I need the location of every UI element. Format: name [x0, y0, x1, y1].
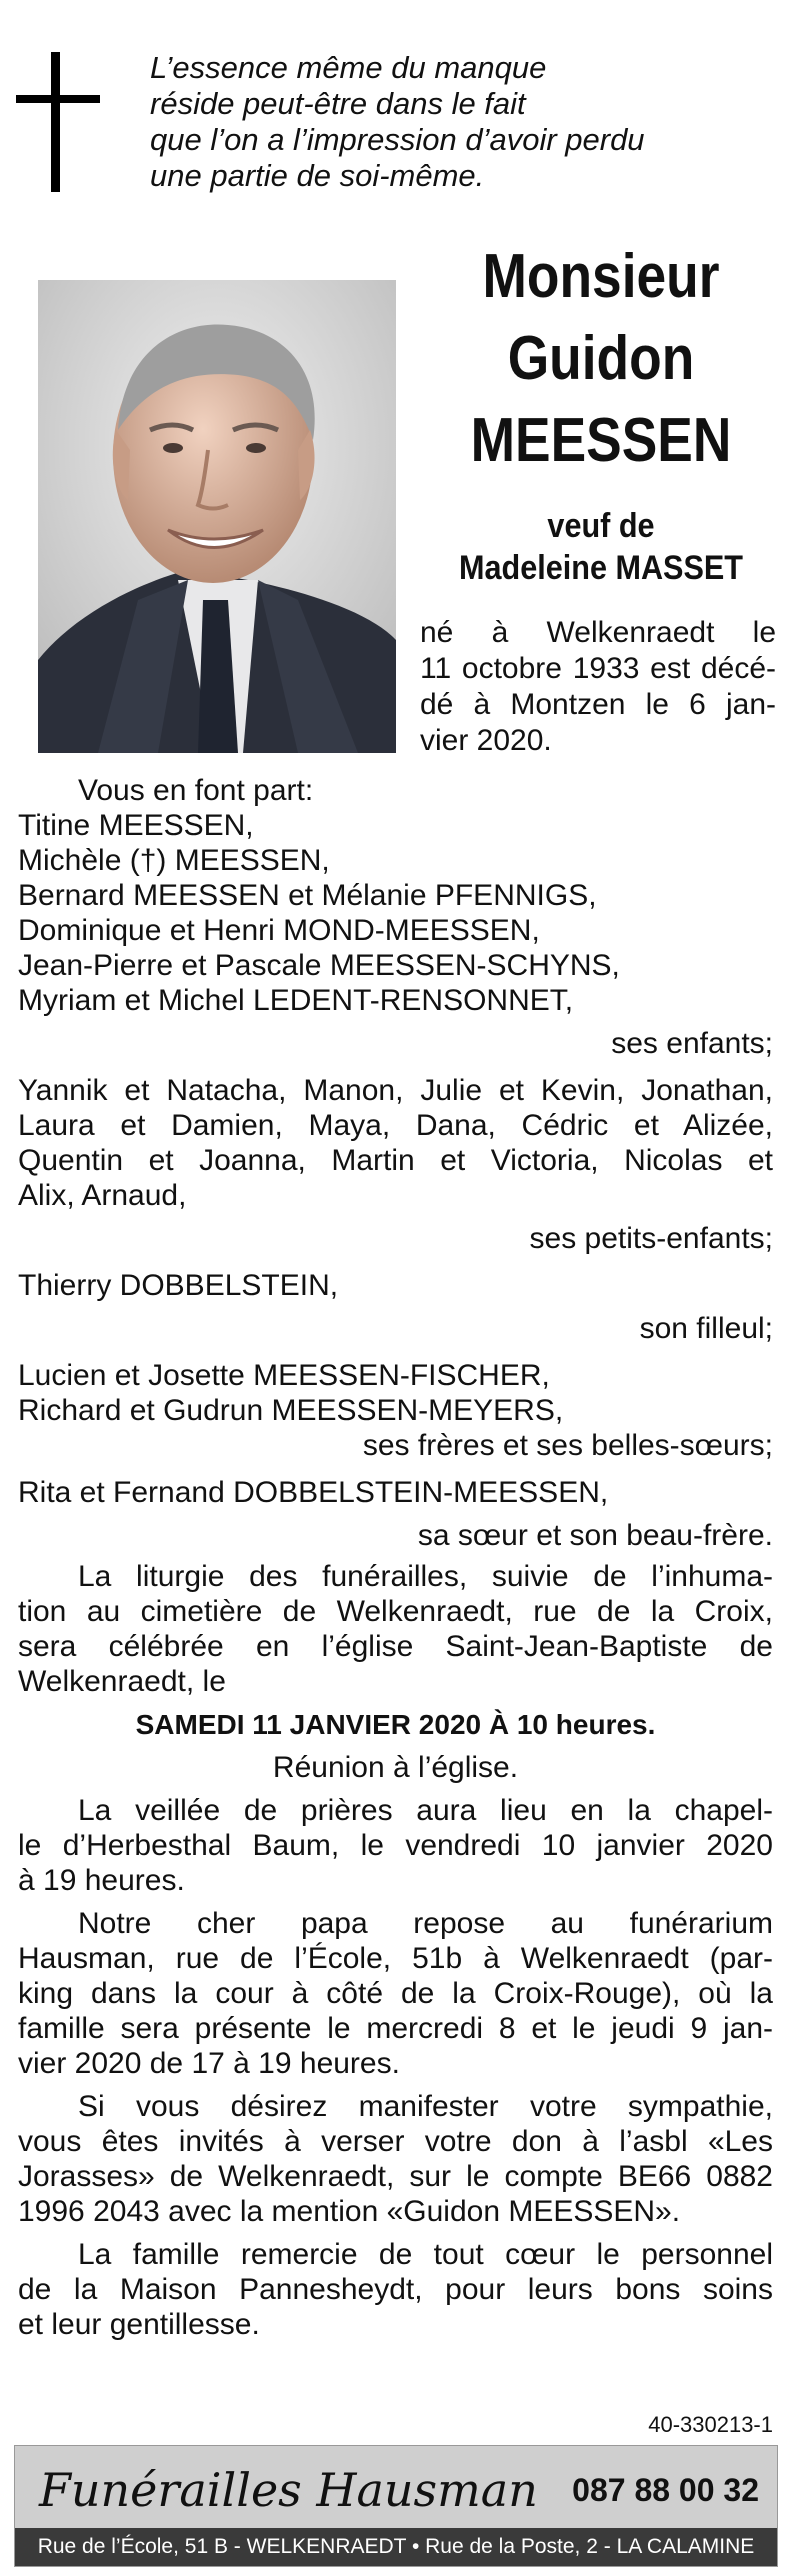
child-entry: Bernard MEESSEN et Mélanie PFENNIGS, [18, 879, 597, 912]
siblings-label: ses frères et ses belles-sœurs; [362, 1429, 773, 1462]
rest-line: king dans la cour à côté de la Croix-Rouge), où la [18, 1977, 773, 2010]
funeral-home-footer [14, 2445, 778, 2567]
first-name-line: Guidon [507, 324, 695, 393]
liturgy-line: Welkenraedt, le [18, 1665, 226, 1698]
sibling-entry: Lucien et Josette MEESSEN-FISCHER, [18, 1359, 550, 1392]
meeting-note: Réunion à l’église. [272, 1751, 519, 1784]
donation-line: vous êtes invités à verser votre don à l’asbl «Les [18, 2125, 773, 2158]
birth-line: dé à Montzen le 6 jan- [420, 688, 776, 721]
donation-line: 1996 2043 avec la mention «Guidon MEESSEN». [18, 2195, 681, 2228]
liturgy-line: sera célébrée en l’église Saint-Jean-Baptiste de [18, 1630, 773, 1663]
godson-entry: Thierry DOBBELSTEIN, [18, 1269, 339, 1302]
deceased-name [430, 236, 772, 482]
phone-number: 087 88 00 32 [572, 2472, 759, 2508]
quote-line: réside peut-être dans le fait [150, 86, 526, 121]
portrait-photo [38, 280, 396, 753]
rest-line: vier 2020 de 17 à 19 heures. [18, 2047, 400, 2080]
quote-line: que l’on a l’impression d’avoir perdu [150, 122, 645, 157]
grandchildren-line: Quentin et Joanna, Martin et Victoria, Nicolas et [18, 1144, 773, 1177]
funeral-home-logo: Funérailles Hausman [39, 2463, 538, 2517]
liturgy-line: tion au cimetière de Welkenraedt, rue de la Croix, [18, 1595, 773, 1628]
vigil-line: La veillée de prières aura lieu en la chapel- [78, 1794, 773, 1827]
widow-label: veuf de [547, 507, 655, 545]
grandchildren-line: Alix, Arnaud, [18, 1179, 187, 1212]
sibling-entry: Richard et Gudrun MEESSEN-MEYERS, [18, 1394, 564, 1427]
child-entry: Myriam et Michel LEDENT-RENSONNET, [18, 984, 574, 1017]
child-entry: Michèle (†) MEESSEN, [18, 844, 330, 877]
birth-line: vier 2020. [420, 724, 552, 757]
grandchildren-line: Yannik et Natacha, Manon, Julie et Kevin, Jonathan, [18, 1074, 773, 1107]
sister-label: sa sœur et son beau-frère. [417, 1519, 773, 1552]
last-name-line: MEESSEN [470, 406, 732, 475]
title-line: Monsieur [482, 242, 720, 311]
funeral-date: SAMEDI 11 JANVIER 2020 À 10 heures. [135, 1709, 656, 1740]
address-bar: Rue de l’École, 51 B - WELKENRAEDT • Rue de la Poste, 2 - LA CALAMINE [15, 2528, 777, 2566]
family-list [18, 773, 773, 2342]
quote-line: L’essence même du manque [150, 50, 547, 85]
spouse-name: Madeleine MASSET [459, 549, 743, 587]
thanks-line: de la Maison Pannesheydt, pour leurs bons soins [18, 2273, 773, 2306]
child-entry: Titine MEESSEN, [18, 809, 254, 842]
donation-line: Jorasses» de Welkenraedt, sur le compte BE66 0882 [18, 2160, 773, 2193]
vigil-line: le d’Herbesthal Baum, le vendredi 10 janvier 2020 [18, 1829, 773, 1862]
vigil-line: à 19 heures. [18, 1864, 185, 1897]
rest-line: Hausman, rue de l’École, 51b à Welkenraedt (par- [18, 1942, 773, 1975]
sister-entry: Rita et Fernand DOBBELSTEIN-MEESSEN, [18, 1476, 609, 1509]
birth-line: né à Welkenraedt le [420, 616, 776, 649]
birth-line: 11 octobre 1933 est décé- [420, 652, 776, 685]
widow-of [447, 505, 755, 589]
quote-line: une partie de soi-même. [150, 158, 485, 193]
thanks-line: et leur gentillesse. [18, 2308, 260, 2341]
child-entry: Jean-Pierre et Pascale MEESSEN-SCHYNS, [18, 949, 620, 982]
godson-label: son filleul; [639, 1312, 773, 1345]
children-label: ses enfants; [611, 1027, 773, 1060]
rest-line: Notre cher papa repose au funérarium [78, 1907, 773, 1940]
birth-death-text [420, 615, 776, 759]
grandchildren-label: ses petits-enfants; [529, 1222, 773, 1255]
grandchildren-line: Laura et Damien, Maya, Dana, Cédric et Alizée, [18, 1109, 773, 1142]
announce-line: Vous en font part: [78, 774, 314, 807]
child-entry: Dominique et Henri MOND-MEESSEN, [18, 914, 540, 947]
epigraph-quote [150, 50, 760, 194]
rest-line: famille sera présente le mercredi 8 et le jeudi 9 jan- [18, 2012, 773, 2045]
donation-line: Si vous désirez manifester votre sympathie, [78, 2090, 773, 2123]
thanks-line: La famille remercie de tout cœur le personnel [78, 2238, 773, 2271]
liturgy-line: La liturgie des funérailles, suivie de l’inhuma- [78, 1560, 773, 1593]
reference-number: 40-330213-1 [648, 2412, 773, 2437]
cross-icon [16, 52, 100, 192]
